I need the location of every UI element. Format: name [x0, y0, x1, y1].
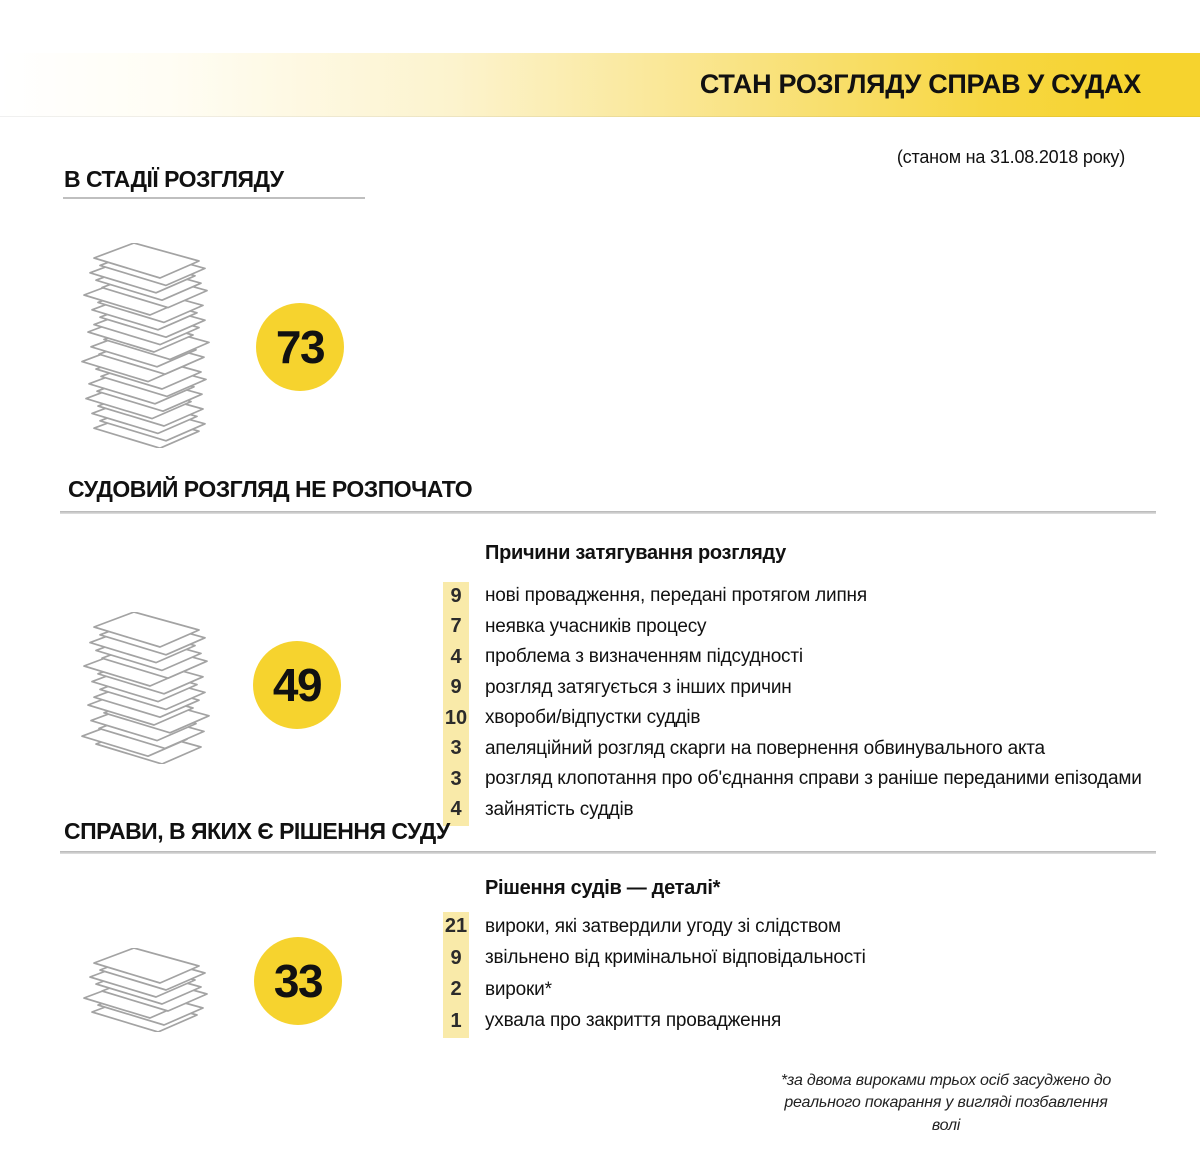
item-count: 9 [450, 584, 462, 607]
item-label: вироки* [485, 978, 552, 1000]
decisions-list [443, 911, 1188, 1037]
paper-stack-icon [80, 612, 220, 764]
divider [63, 197, 365, 199]
divider [60, 851, 1156, 854]
item-label: вироки, які затвердили угоду зі слідством [485, 915, 841, 937]
item-count: 4 [450, 645, 462, 668]
list-item [443, 642, 1188, 673]
item-label: зайнятість суддів [485, 798, 634, 820]
paper-stack-icon [80, 948, 220, 1032]
item-label: нові провадження, передані протягом липня [485, 585, 867, 607]
divider [60, 511, 1156, 514]
date-note: (станом на 31.08.2018 року) [896, 147, 1125, 167]
item-label: звільнено від кримінальної відповідальності [485, 947, 866, 969]
item-label: ухвала про закриття провадження [485, 1010, 782, 1032]
list-item [443, 911, 1188, 943]
item-count: 2 [450, 978, 462, 1001]
item-count: 1 [450, 1009, 462, 1032]
list-item [443, 795, 1188, 826]
item-label: хвороби/відпустки суддів [485, 707, 701, 729]
decisions-title: Рішення судів — деталі* [485, 877, 721, 899]
footnote: *за двома вироками трьох осіб засуджено до реального покарання у вигляді позбавлення волі [780, 1072, 1112, 1134]
item-count: 10 [444, 706, 468, 729]
item-count: 21 [444, 915, 468, 938]
item-count: 3 [450, 767, 462, 790]
item-count: 3 [450, 737, 462, 760]
list-item [443, 612, 1188, 643]
list-item [443, 1006, 1188, 1038]
section-heading-not-started: СУДОВИЙ РОЗГЛЯД НЕ РОЗПОЧАТО [68, 476, 473, 502]
section-heading-decided: СПРАВИ, В ЯКИХ Є РІШЕННЯ СУДУ [64, 818, 450, 844]
item-label: неявка учасників процесу [485, 615, 707, 637]
page-title: СТАН РОЗГЛЯДУ СПРАВ У СУДАХ [699, 69, 1141, 99]
count-badge-decided: 33 [254, 937, 342, 1025]
item-label: проблема з визначенням підсудності [485, 646, 803, 668]
count-badge-not-started: 49 [253, 641, 341, 729]
item-label: розгляд клопотання про об'єднання справи з раніше переданими епізодами [485, 768, 1142, 790]
paper-stack-icon [80, 243, 220, 448]
count-badge-in-progress: 73 [256, 303, 344, 391]
reasons-list [443, 581, 1188, 825]
item-count: 9 [450, 676, 462, 699]
item-count: 7 [450, 615, 462, 638]
item-label: апеляційний розгляд скарги на повернення обвинувального акта [485, 737, 1045, 759]
item-count: 9 [450, 946, 462, 969]
item-count: 4 [450, 798, 462, 821]
list-item [443, 943, 1188, 975]
list-item [443, 581, 1188, 612]
reasons-title: Причини затягування розгляду [485, 542, 786, 564]
header-band [0, 53, 1200, 117]
section-heading-in-progress: В СТАДІЇ РОЗГЛЯДУ [64, 166, 284, 192]
list-item [443, 673, 1188, 704]
list-item [443, 703, 1188, 734]
list-item [443, 734, 1188, 765]
list-item [443, 764, 1188, 795]
list-item [443, 974, 1188, 1006]
item-label: розгляд затягується з інших причин [485, 676, 792, 698]
